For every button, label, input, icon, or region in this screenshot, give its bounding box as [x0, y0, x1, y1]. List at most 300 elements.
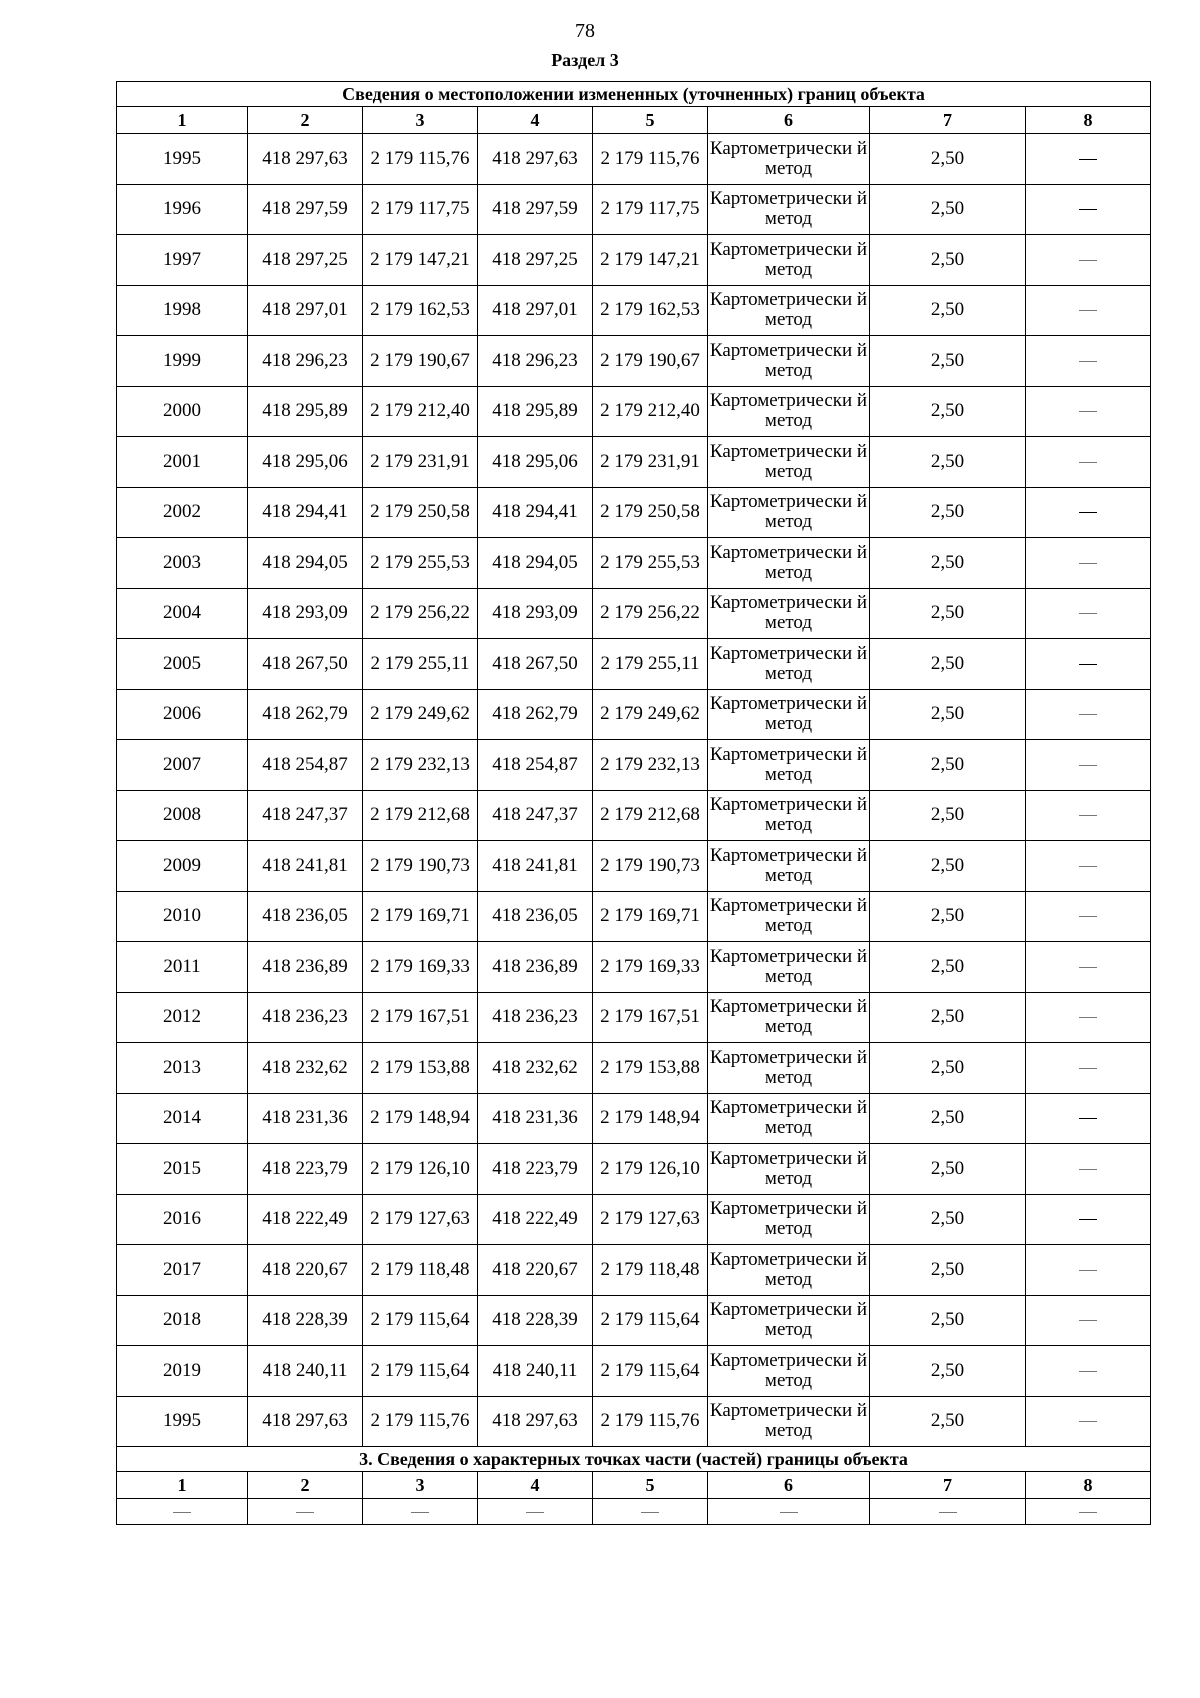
cell-y-new: 2 179 115,64	[593, 1295, 708, 1346]
table-row	[117, 1295, 1151, 1346]
cell-accuracy: 2,50	[870, 740, 1026, 791]
table-row	[117, 1396, 1151, 1447]
cell-x-old: 418 236,05	[248, 891, 363, 942]
cell-y-old: 2 179 167,51	[363, 992, 478, 1043]
table-row	[117, 1245, 1151, 1296]
table-row	[117, 1144, 1151, 1195]
dash-mark	[1079, 1320, 1097, 1321]
cell-y-new: 2 179 115,64	[593, 1346, 708, 1397]
page-number: 78	[575, 20, 595, 42]
cell-point-number: 2003	[117, 538, 248, 589]
dash-mark	[1079, 613, 1097, 614]
cell-description	[1026, 184, 1151, 235]
dash-mark	[1079, 209, 1097, 210]
cell-point-number: 2008	[117, 790, 248, 841]
dash-mark	[1079, 714, 1097, 715]
cell-y-old: 2 179 115,64	[363, 1346, 478, 1397]
cell-accuracy: 2,50	[870, 1245, 1026, 1296]
dash-mark	[1079, 411, 1097, 412]
cell-method: Картометрически й метод	[708, 285, 870, 336]
cell-accuracy: 2,50	[870, 1346, 1026, 1397]
column-header: 5	[593, 107, 708, 134]
dash-mark	[296, 1512, 314, 1513]
dash-mark	[1079, 1371, 1097, 1372]
cell-y-new: 2 179 249,62	[593, 689, 708, 740]
cell-x-old: 418 247,37	[248, 790, 363, 841]
cell-x-new: 418 231,36	[478, 1093, 593, 1144]
table-row	[117, 740, 1151, 791]
cell-x-old: 418 297,63	[248, 134, 363, 185]
column-header: 3	[363, 1472, 478, 1499]
column-header: 2	[248, 1472, 363, 1499]
cell-accuracy: 2,50	[870, 285, 1026, 336]
table-row	[117, 285, 1151, 336]
cell-x-new: 418 241,81	[478, 841, 593, 892]
cell-y-old: 2 179 118,48	[363, 1245, 478, 1296]
empty-cell	[363, 1499, 478, 1525]
cell-y-old: 2 179 255,53	[363, 538, 478, 589]
dash-mark	[1079, 1017, 1097, 1018]
cell-x-new: 418 254,87	[478, 740, 593, 791]
cell-method: Картометрически й метод	[708, 1144, 870, 1195]
cell-accuracy: 2,50	[870, 841, 1026, 892]
dash-mark	[1079, 260, 1097, 261]
empty-cell	[117, 1499, 248, 1525]
cell-method: Картометрически й метод	[708, 841, 870, 892]
cell-method: Картометрически й метод	[708, 992, 870, 1043]
cell-method: Картометрически й метод	[708, 639, 870, 690]
cell-method: Картометрически й метод	[708, 1396, 870, 1447]
cell-y-old: 2 179 190,67	[363, 336, 478, 387]
cell-y-old: 2 179 147,21	[363, 235, 478, 286]
cell-x-new: 418 297,63	[478, 1396, 593, 1447]
cell-description	[1026, 487, 1151, 538]
cell-method: Картометрически й метод	[708, 487, 870, 538]
cell-point-number: 2017	[117, 1245, 248, 1296]
cell-x-old: 418 228,39	[248, 1295, 363, 1346]
cell-point-number: 1995	[117, 1396, 248, 1447]
cell-description	[1026, 538, 1151, 589]
cell-description	[1026, 1396, 1151, 1447]
dash-mark	[780, 1512, 798, 1513]
table-row	[117, 891, 1151, 942]
column-header: 7	[870, 107, 1026, 134]
cell-y-old: 2 179 148,94	[363, 1093, 478, 1144]
cell-x-new: 418 236,23	[478, 992, 593, 1043]
cell-x-new: 418 294,41	[478, 487, 593, 538]
cell-x-old: 418 296,23	[248, 336, 363, 387]
cell-description	[1026, 437, 1151, 488]
cell-point-number: 1999	[117, 336, 248, 387]
cell-point-number: 2004	[117, 588, 248, 639]
column-header: 4	[478, 1472, 593, 1499]
cell-y-new: 2 179 148,94	[593, 1093, 708, 1144]
table-row	[117, 1346, 1151, 1397]
dash-mark	[939, 1512, 957, 1513]
cell-accuracy: 2,50	[870, 1194, 1026, 1245]
table-row	[117, 689, 1151, 740]
cell-description	[1026, 1043, 1151, 1094]
cell-accuracy: 2,50	[870, 487, 1026, 538]
cell-point-number: 2015	[117, 1144, 248, 1195]
section-title: Раздел 3	[551, 50, 619, 70]
part-section-title-row	[117, 1447, 1151, 1472]
dash-mark	[1079, 512, 1097, 513]
cell-y-old: 2 179 115,64	[363, 1295, 478, 1346]
cell-method: Картометрически й метод	[708, 1245, 870, 1296]
cell-point-number: 2009	[117, 841, 248, 892]
table-row	[117, 184, 1151, 235]
cell-x-new: 418 297,59	[478, 184, 593, 235]
cell-point-number: 2007	[117, 740, 248, 791]
cell-y-new: 2 179 115,76	[593, 1396, 708, 1447]
cell-method: Картометрически й метод	[708, 386, 870, 437]
cell-y-old: 2 179 212,68	[363, 790, 478, 841]
cell-y-old: 2 179 250,58	[363, 487, 478, 538]
table-row	[117, 588, 1151, 639]
cell-point-number: 2000	[117, 386, 248, 437]
cell-accuracy: 2,50	[870, 437, 1026, 488]
cell-y-old: 2 179 117,75	[363, 184, 478, 235]
empty-cell	[1026, 1499, 1151, 1525]
cell-x-new: 418 297,63	[478, 134, 593, 185]
cell-x-old: 418 240,11	[248, 1346, 363, 1397]
cell-description	[1026, 740, 1151, 791]
cell-accuracy: 2,50	[870, 639, 1026, 690]
cell-description	[1026, 1144, 1151, 1195]
column-header: 1	[117, 107, 248, 134]
cell-x-new: 418 267,50	[478, 639, 593, 690]
cell-point-number: 1998	[117, 285, 248, 336]
cell-x-new: 418 236,89	[478, 942, 593, 993]
cell-y-old: 2 179 212,40	[363, 386, 478, 437]
cell-x-new: 418 247,37	[478, 790, 593, 841]
empty-cell	[593, 1499, 708, 1525]
cell-method: Картометрически й метод	[708, 1043, 870, 1094]
cell-method: Картометрически й метод	[708, 1093, 870, 1144]
cell-x-old: 418 220,67	[248, 1245, 363, 1296]
cell-x-new: 418 228,39	[478, 1295, 593, 1346]
cell-accuracy: 2,50	[870, 1295, 1026, 1346]
cell-method: Картометрически й метод	[708, 1295, 870, 1346]
cell-point-number: 2006	[117, 689, 248, 740]
cell-point-number: 2010	[117, 891, 248, 942]
table-row	[117, 1043, 1151, 1094]
cell-x-new: 418 232,62	[478, 1043, 593, 1094]
cell-x-new: 418 293,09	[478, 588, 593, 639]
cell-description	[1026, 1245, 1151, 1296]
part-section-header-row	[117, 1472, 1151, 1499]
dash-mark	[1079, 1118, 1097, 1119]
cell-method: Картометрически й метод	[708, 942, 870, 993]
cell-y-new: 2 179 153,88	[593, 1043, 708, 1094]
column-header: 8	[1026, 107, 1151, 134]
cell-accuracy: 2,50	[870, 942, 1026, 993]
dash-mark	[1079, 916, 1097, 917]
cell-x-old: 418 294,05	[248, 538, 363, 589]
cell-method: Картометрически й метод	[708, 1194, 870, 1245]
dash-mark	[1079, 310, 1097, 311]
cell-point-number: 2011	[117, 942, 248, 993]
cell-y-old: 2 179 115,76	[363, 134, 478, 185]
cell-x-old: 418 297,01	[248, 285, 363, 336]
cell-y-new: 2 179 126,10	[593, 1144, 708, 1195]
cell-x-old: 418 293,09	[248, 588, 363, 639]
cell-y-old: 2 179 127,63	[363, 1194, 478, 1245]
cell-point-number: 2019	[117, 1346, 248, 1397]
dash-mark	[1079, 361, 1097, 362]
cell-accuracy: 2,50	[870, 336, 1026, 387]
cell-accuracy: 2,50	[870, 538, 1026, 589]
table-title-row	[117, 82, 1151, 107]
cell-description	[1026, 386, 1151, 437]
column-header: 4	[478, 107, 593, 134]
cell-method: Картометрически й метод	[708, 1346, 870, 1397]
cell-x-old: 418 223,79	[248, 1144, 363, 1195]
cell-accuracy: 2,50	[870, 992, 1026, 1043]
cell-point-number: 1995	[117, 134, 248, 185]
table-row	[117, 992, 1151, 1043]
cell-accuracy: 2,50	[870, 891, 1026, 942]
cell-y-old: 2 179 115,76	[363, 1396, 478, 1447]
cell-method: Картометрически й метод	[708, 437, 870, 488]
cell-accuracy: 2,50	[870, 1093, 1026, 1144]
cell-y-new: 2 179 212,68	[593, 790, 708, 841]
dash-mark	[173, 1512, 191, 1513]
column-header: 8	[1026, 1472, 1151, 1499]
cell-description	[1026, 992, 1151, 1043]
table-row	[117, 639, 1151, 690]
cell-point-number: 2001	[117, 437, 248, 488]
table-row	[117, 538, 1151, 589]
cell-description	[1026, 639, 1151, 690]
cell-accuracy: 2,50	[870, 235, 1026, 286]
cell-description	[1026, 790, 1151, 841]
cell-accuracy: 2,50	[870, 1043, 1026, 1094]
cell-y-new: 2 179 190,73	[593, 841, 708, 892]
cell-x-old: 418 262,79	[248, 689, 363, 740]
table-row	[117, 841, 1151, 892]
cell-point-number: 1996	[117, 184, 248, 235]
cell-accuracy: 2,50	[870, 184, 1026, 235]
cell-method: Картометрически й метод	[708, 538, 870, 589]
cell-x-new: 418 223,79	[478, 1144, 593, 1195]
dash-mark	[1079, 815, 1097, 816]
cell-y-old: 2 179 231,91	[363, 437, 478, 488]
cell-y-new: 2 179 147,21	[593, 235, 708, 286]
dash-mark	[1079, 159, 1097, 160]
cell-x-new: 418 295,89	[478, 386, 593, 437]
dash-mark	[1079, 1512, 1097, 1513]
cell-x-new: 418 220,67	[478, 1245, 593, 1296]
empty-cell	[478, 1499, 593, 1525]
cell-y-new: 2 179 118,48	[593, 1245, 708, 1296]
cell-description	[1026, 1194, 1151, 1245]
cell-point-number: 2005	[117, 639, 248, 690]
cell-method: Картометрически й метод	[708, 740, 870, 791]
cell-point-number: 2018	[117, 1295, 248, 1346]
cell-x-old: 418 231,36	[248, 1093, 363, 1144]
cell-y-old: 2 179 162,53	[363, 285, 478, 336]
cell-description	[1026, 1295, 1151, 1346]
cell-accuracy: 2,50	[870, 1396, 1026, 1447]
cell-x-old: 418 295,89	[248, 386, 363, 437]
dash-mark	[1079, 664, 1097, 665]
cell-y-new: 2 179 127,63	[593, 1194, 708, 1245]
cell-description	[1026, 891, 1151, 942]
cell-y-new: 2 179 190,67	[593, 336, 708, 387]
dash-mark	[526, 1512, 544, 1513]
cell-x-old: 418 232,62	[248, 1043, 363, 1094]
cell-y-old: 2 179 126,10	[363, 1144, 478, 1195]
table-row	[117, 942, 1151, 993]
cell-point-number: 2013	[117, 1043, 248, 1094]
cell-y-new: 2 179 162,53	[593, 285, 708, 336]
cell-x-new: 418 240,11	[478, 1346, 593, 1397]
dash-mark	[411, 1512, 429, 1513]
dash-mark	[1079, 1068, 1097, 1069]
cell-method: Картометрически й метод	[708, 891, 870, 942]
cell-y-old: 2 179 153,88	[363, 1043, 478, 1094]
table-title: Сведения о местоположении измененных (уточненных) границ объекта	[117, 82, 1151, 107]
cell-x-old: 418 236,89	[248, 942, 363, 993]
cell-description	[1026, 942, 1151, 993]
dash-mark	[641, 1512, 659, 1513]
table-row	[117, 134, 1151, 185]
table-row	[117, 336, 1151, 387]
part-section-title: 3. Сведения о характерных точках части (частей) границы объекта	[117, 1447, 1151, 1472]
cell-description	[1026, 1093, 1151, 1144]
cell-description	[1026, 336, 1151, 387]
cell-y-new: 2 179 167,51	[593, 992, 708, 1043]
empty-cell	[708, 1499, 870, 1525]
column-header: 1	[117, 1472, 248, 1499]
dash-mark	[1079, 967, 1097, 968]
dash-mark	[1079, 563, 1097, 564]
cell-y-new: 2 179 231,91	[593, 437, 708, 488]
dash-mark	[1079, 462, 1097, 463]
cell-x-old: 418 294,41	[248, 487, 363, 538]
table-row	[117, 1093, 1151, 1144]
cell-x-new: 418 262,79	[478, 689, 593, 740]
cell-accuracy: 2,50	[870, 134, 1026, 185]
cell-x-old: 418 297,25	[248, 235, 363, 286]
dash-mark	[1079, 1421, 1097, 1422]
cell-accuracy: 2,50	[870, 689, 1026, 740]
column-header: 3	[363, 107, 478, 134]
cell-point-number: 2002	[117, 487, 248, 538]
cell-x-new: 418 222,49	[478, 1194, 593, 1245]
cell-point-number: 1997	[117, 235, 248, 286]
cell-y-new: 2 179 117,75	[593, 184, 708, 235]
cell-y-new: 2 179 255,53	[593, 538, 708, 589]
cell-x-old: 418 241,81	[248, 841, 363, 892]
cell-x-old: 418 222,49	[248, 1194, 363, 1245]
column-header: 5	[593, 1472, 708, 1499]
cell-x-old: 418 295,06	[248, 437, 363, 488]
cell-y-old: 2 179 190,73	[363, 841, 478, 892]
cell-accuracy: 2,50	[870, 386, 1026, 437]
cell-y-old: 2 179 255,11	[363, 639, 478, 690]
boundary-table	[116, 81, 1151, 1525]
cell-y-new: 2 179 255,11	[593, 639, 708, 690]
cell-y-old: 2 179 169,33	[363, 942, 478, 993]
cell-accuracy: 2,50	[870, 1144, 1026, 1195]
dash-mark	[1079, 1270, 1097, 1271]
table-row	[117, 487, 1151, 538]
cell-x-new: 418 295,06	[478, 437, 593, 488]
cell-x-old: 418 236,23	[248, 992, 363, 1043]
cell-y-old: 2 179 256,22	[363, 588, 478, 639]
dash-mark	[1079, 765, 1097, 766]
cell-y-old: 2 179 249,62	[363, 689, 478, 740]
cell-method: Картометрически й метод	[708, 235, 870, 286]
column-header: 6	[708, 107, 870, 134]
cell-description	[1026, 235, 1151, 286]
cell-method: Картометрически й метод	[708, 689, 870, 740]
cell-y-new: 2 179 250,58	[593, 487, 708, 538]
cell-x-old: 418 267,50	[248, 639, 363, 690]
cell-y-new: 2 179 115,76	[593, 134, 708, 185]
cell-x-new: 418 297,25	[478, 235, 593, 286]
cell-x-old: 418 254,87	[248, 740, 363, 791]
table-row	[117, 235, 1151, 286]
cell-point-number: 2016	[117, 1194, 248, 1245]
column-header: 2	[248, 107, 363, 134]
cell-accuracy: 2,50	[870, 588, 1026, 639]
cell-description	[1026, 588, 1151, 639]
cell-x-old: 418 297,59	[248, 184, 363, 235]
column-header: 7	[870, 1472, 1026, 1499]
cell-description	[1026, 134, 1151, 185]
cell-point-number: 2014	[117, 1093, 248, 1144]
cell-accuracy: 2,50	[870, 790, 1026, 841]
cell-x-new: 418 297,01	[478, 285, 593, 336]
cell-method: Картометрически й метод	[708, 184, 870, 235]
cell-y-old: 2 179 169,71	[363, 891, 478, 942]
dash-mark	[1079, 1219, 1097, 1220]
cell-method: Картометрически й метод	[708, 134, 870, 185]
cell-y-new: 2 179 169,33	[593, 942, 708, 993]
cell-x-new: 418 296,23	[478, 336, 593, 387]
cell-description	[1026, 285, 1151, 336]
cell-description	[1026, 1346, 1151, 1397]
cell-x-new: 418 236,05	[478, 891, 593, 942]
table-row	[117, 1194, 1151, 1245]
dash-mark	[1079, 1169, 1097, 1170]
cell-method: Картометрически й метод	[708, 336, 870, 387]
cell-x-old: 418 297,63	[248, 1396, 363, 1447]
cell-description	[1026, 841, 1151, 892]
empty-cell	[248, 1499, 363, 1525]
cell-y-new: 2 179 232,13	[593, 740, 708, 791]
cell-y-new: 2 179 212,40	[593, 386, 708, 437]
table-row	[117, 790, 1151, 841]
dash-mark	[1079, 866, 1097, 867]
table-row	[117, 386, 1151, 437]
table-row	[117, 437, 1151, 488]
cell-x-new: 418 294,05	[478, 538, 593, 589]
cell-point-number: 2012	[117, 992, 248, 1043]
cell-y-new: 2 179 169,71	[593, 891, 708, 942]
cell-y-old: 2 179 232,13	[363, 740, 478, 791]
cell-method: Картометрически й метод	[708, 588, 870, 639]
table-header-row	[117, 107, 1151, 134]
cell-y-new: 2 179 256,22	[593, 588, 708, 639]
empty-cell	[870, 1499, 1026, 1525]
cell-method: Картометрически й метод	[708, 790, 870, 841]
column-header: 6	[708, 1472, 870, 1499]
